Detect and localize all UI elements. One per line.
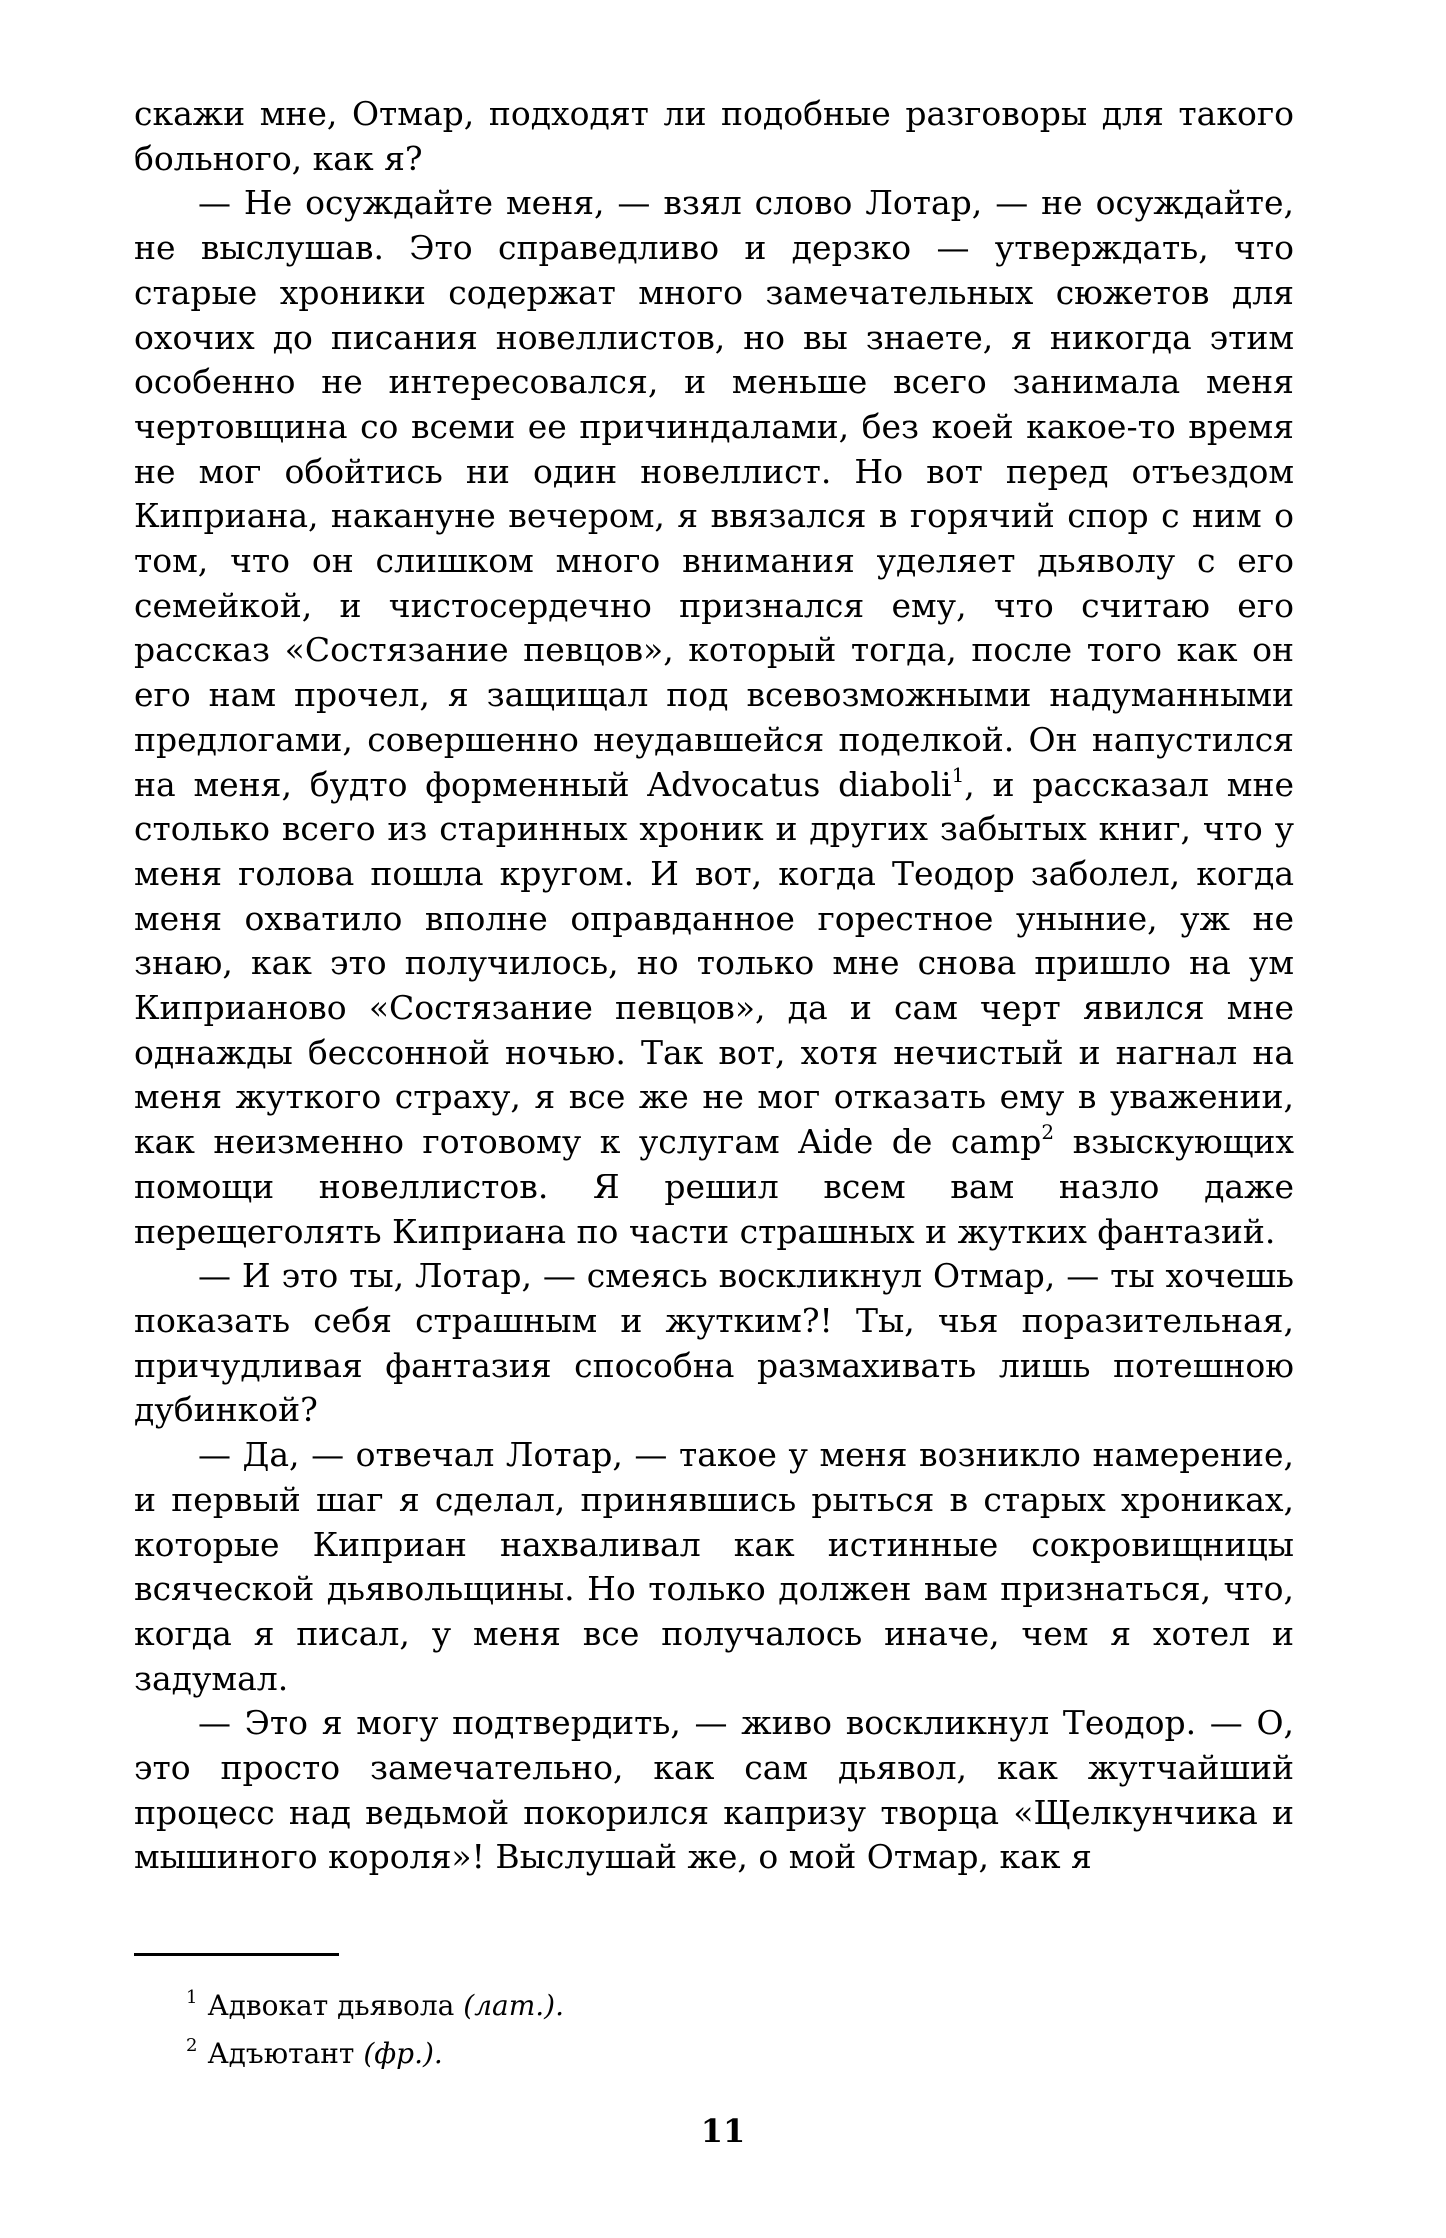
paragraph-lothar-speech (134, 181, 1294, 1254)
paragraph-theodor-speech (134, 1701, 1294, 1880)
paragraph-text: скажи мне, Отмар, подходят ли подобные разговоры для такого больного, как я? (134, 94, 1294, 178)
footnote-language: (лат.). (463, 1989, 564, 2022)
footnotes (186, 1978, 564, 2074)
footnote-language: (фр.). (363, 2037, 443, 2070)
paragraph-text: — Не осуждайте меня, — взял слово Лотар, — не осуждайте, не выслушав. Это справедливо и дерзко — утверждать, что старые хроники содержат много замечательных сюжетов для охочих до писания новеллистов, но вы знаете, я никогда этим особенно не интересовался, и меньше всего занимала меня чертовщина со всеми ее причиндалами, без коей какое-то время не мог обойтись ни один новеллист. Но вот перед отъездом Киприана, накануне вечером, я ввязался в горячий спор с ним о том, что он слишком много внимания уделяет дьяволу с его семейкой, и чистосердечно признался ему, что считаю его рассказ «Состязание певцов», который тогда, после того как он его нам прочел, я защищал под всевозможными надуманными предлогами, совершенно неудавшейся поделкой. Он напустился на меня, будто форменный Advocatus diaboli (134, 183, 1294, 804)
page-body (134, 92, 1294, 1880)
paragraph-text: — Да, — отвечал Лотар, — такое у меня возникло намерение, и первый шаг я сделал, принявшись рыться в старых хрониках, которые Киприан нахваливал как истинные сокровищницы всяческой дьявольщины. Но только должен вам признаться, что, когда я писал, у меня все получалось иначе, чем я хотел и задумал. (134, 1435, 1294, 1698)
page-number: 11 (700, 2112, 746, 2150)
footnote-ref-1: 1 (951, 762, 965, 787)
paragraph-continuation (134, 92, 1294, 181)
footnote-2 (186, 2026, 564, 2074)
footnote-mark: 2 (186, 2035, 198, 2056)
paragraph-text: — Это я могу подтвердить, — живо воскликнул Теодор. — О, это просто замечательно, как сам дьявол, как жутчайший процесс над ведьмой покорился капризу творца «Щелкунчика и мышиного короля»! Выслушай же, о мой Отмар, как я (134, 1703, 1294, 1877)
paragraph-text: , и рассказал мне столько всего из старинных хроник и других забытых книг, что у меня голова пошла кругом. И вот, когда Теодор заболел, когда меня охватило вполне оправданное горестное уныние, уж не знаю, как это получилось, но только мне снова пришло на ум Киприаново «Состязание певцов», да и сам черт явился мне однажды бессонной ночью. Так вот, хотя нечистый и нагнал на меня жуткого страху, я все же не мог отказать ему в уважении, как неизменно готовому к услугам Aide de camp (134, 764, 1294, 1162)
paragraph-text: взыскующих помощи новеллистов. Я решил всем вам назло даже перещеголять Киприана по части страшных и жутких фантазий. (134, 1122, 1294, 1251)
footnote-1 (186, 1978, 564, 2026)
paragraph-otmar-reply (134, 1254, 1294, 1433)
paragraph-text: — И это ты, Лотар, — смеясь воскликнул Отмар, — ты хочешь показать себя страшным и жутким?! Ты, чья поразительная, причудливая фантазия способна размахивать лишь потешною дубинкой? (134, 1256, 1294, 1430)
footnote-divider (134, 1953, 339, 1956)
paragraph-lothar-reply (134, 1433, 1294, 1701)
footnote-text: Адвокат дьявола (207, 1989, 464, 2022)
footnote-text: Адъютант (207, 2037, 364, 2070)
footnote-ref-2: 2 (1041, 1120, 1055, 1145)
footnote-mark: 1 (186, 1987, 198, 2008)
